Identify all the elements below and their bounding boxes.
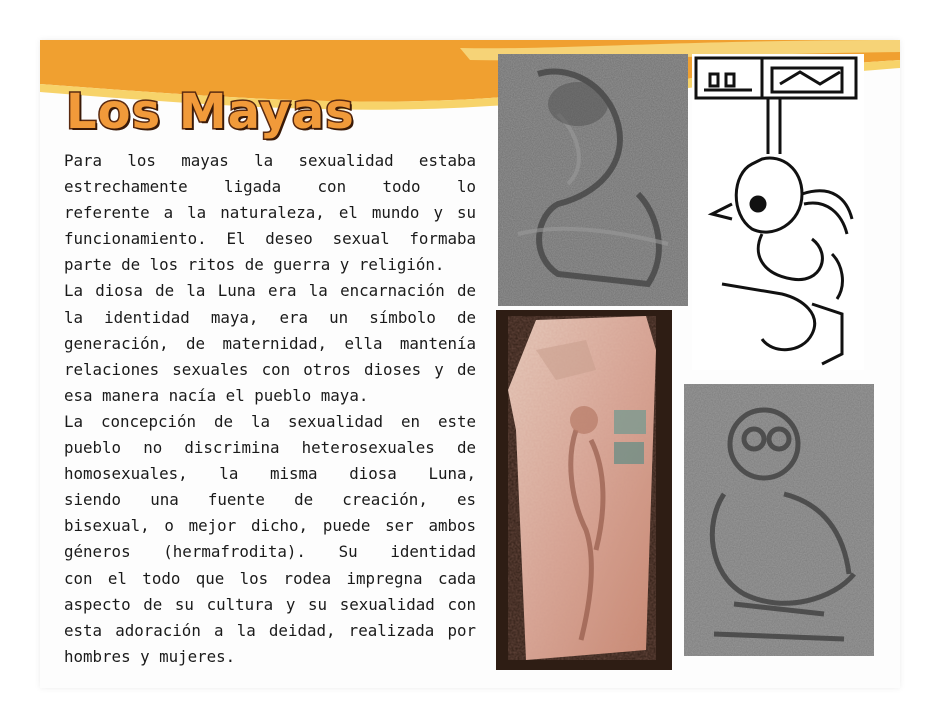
stone-relief-image-top (498, 54, 688, 306)
paragraph-line: géneros (hermafrodita). Su identidad (64, 542, 476, 562)
codex-drawing-image (692, 54, 864, 370)
paragraph-line: pueblo no discrimina heterosexuales de (64, 438, 476, 458)
body-paragraph (64, 148, 476, 670)
paragraph-line: estrechamente ligada con todo lo (64, 177, 476, 197)
paragraph-line: La concepción de la sexualidad en este (64, 411, 476, 431)
paragraph-line: bisexual, o mejor dicho, puede ser ambos (64, 516, 476, 536)
paragraph-line: esa manera nacía el pueblo maya. (64, 385, 369, 405)
paragraph-line: La diosa de la Luna era la encarnación de (64, 281, 476, 301)
slide (40, 40, 900, 688)
stela-photo-image (496, 310, 672, 670)
paragraph-line: esta adoración a la deidad, realizada por (64, 620, 476, 640)
paragraph-line: relaciones sexuales con otros dioses y de (64, 359, 476, 379)
stone-relief-image-bottom (684, 384, 874, 656)
paragraph-line: aspecto de su cultura y su sexualidad con (64, 594, 476, 614)
paragraph-line: funcionamiento. El deseo sexual formaba (64, 229, 476, 249)
paragraph-line: la identidad maya, era un símbolo de (64, 307, 476, 327)
paragraph-line: parte de los ritos de guerra y religión. (64, 255, 445, 275)
paragraph-line: con el todo que los rodea impregna cada (64, 568, 476, 588)
paragraph-line: referente a la naturaleza, el mundo y su (64, 203, 476, 223)
paragraph-line: homosexuales, la misma diosa Luna, (64, 464, 476, 484)
slide-title: Los Mayas (66, 84, 355, 140)
paragraph-line: Para los mayas la sexualidad estaba (64, 151, 476, 170)
paragraph-line: siendo una fuente de creación, es (64, 490, 476, 510)
paragraph-line: hombres y mujeres. (64, 646, 236, 666)
paragraph-line: generación, de maternidad, ella mantenía (64, 333, 476, 353)
